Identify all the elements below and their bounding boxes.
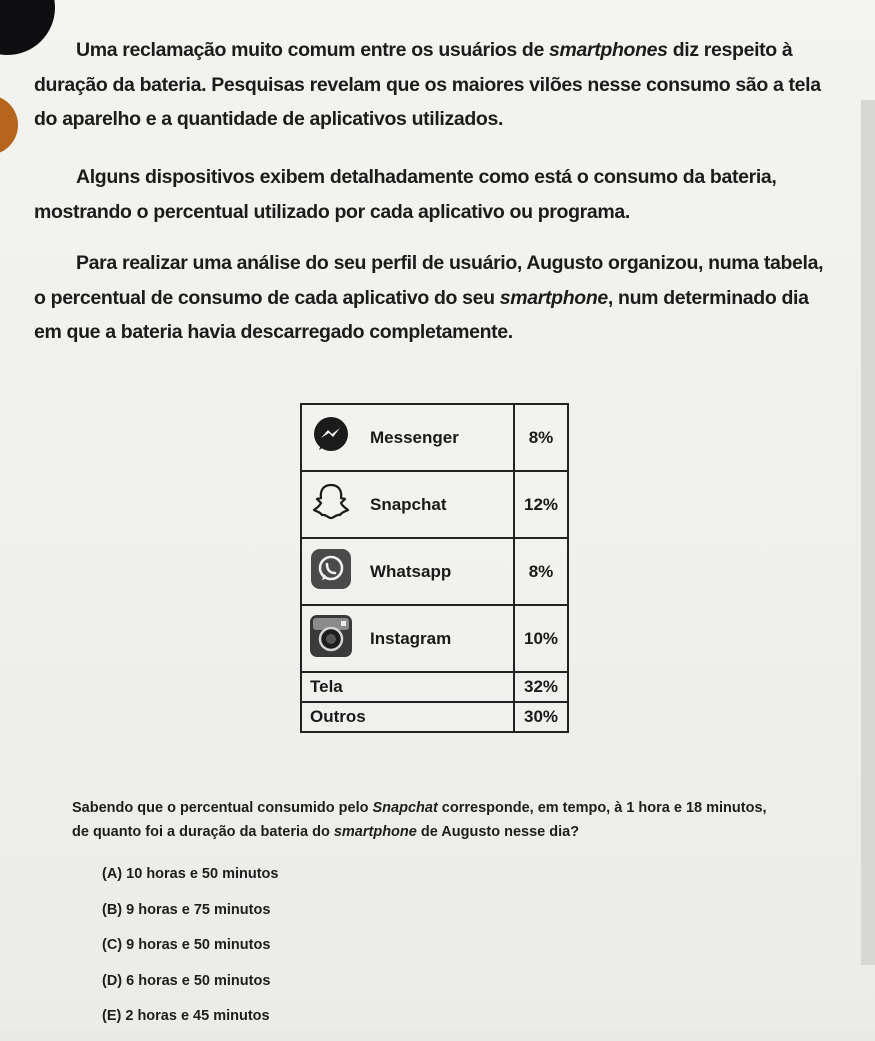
- snapchat-icon: [311, 481, 351, 528]
- question-text: Sabendo que o percentual consumido pelo Snapchat corresponde, em tempo, à 1 hora e 18 minutos, de quanto foi a duração da bateria do smartphone de Augusto nesse dia?: [72, 800, 767, 840]
- option-a[interactable]: (A) 10 horas e 50 minutos: [102, 866, 279, 882]
- table-row: [301, 672, 568, 702]
- table-row: [301, 605, 568, 672]
- table-cell-value: 8%: [514, 404, 568, 471]
- page-edge: [861, 100, 875, 965]
- finger-edge: [0, 95, 18, 155]
- whatsapp-icon: [309, 547, 353, 596]
- table-cell-value: 8%: [514, 538, 568, 605]
- table-cell-name: Tela: [301, 672, 514, 702]
- instagram-icon: [308, 613, 354, 664]
- option-d[interactable]: (D) 6 horas e 50 minutos: [102, 972, 271, 989]
- battery-usage-table: [300, 403, 569, 733]
- option-b[interactable]: (B) 9 horas e 75 minutos: [102, 901, 271, 918]
- table-row: [301, 471, 568, 538]
- table-cell-name: Whatsapp: [360, 538, 514, 605]
- paragraph-3: Para realizar uma análise do seu perfil de usuário, Augusto organizou, numa tabela, o percentual de consumo de cada aplicativo do seu smartphone, num determinado dia em que a bateria havia descarregado completamente.: [34, 252, 824, 343]
- table-cell-name: Outros: [301, 702, 514, 732]
- paragraph-2: Alguns dispositivos exibem detalhadamente como está o consumo da bateria, mostrando o percentual utilizado por cada aplicativo ou programa.: [34, 166, 777, 223]
- table-cell-value: 32%: [514, 672, 568, 702]
- messenger-icon: [309, 413, 353, 462]
- option-e[interactable]: (E) 2 horas e 45 minutos: [102, 1008, 270, 1024]
- table-cell-value: 30%: [514, 702, 568, 732]
- paragraph-1: Uma reclamação muito comum entre os usuários de smartphones diz respeito à duração da bateria. Pesquisas revelam que os maiores vilões nesse consumo são a tela do aparelho e a quantidade de aplicativos utilizados.: [34, 39, 821, 130]
- table-cell-value: 10%: [514, 605, 568, 672]
- table-row: [301, 702, 568, 732]
- answer-options: [102, 863, 278, 1041]
- table-row: [301, 404, 568, 471]
- table-cell-name: Instagram: [360, 605, 514, 672]
- table-cell-name: Messenger: [360, 404, 514, 471]
- table-row: [301, 538, 568, 605]
- option-c[interactable]: (C) 9 horas e 50 minutos: [102, 937, 271, 953]
- table-cell-name: Snapchat: [360, 471, 514, 538]
- table-cell-value: 12%: [514, 471, 568, 538]
